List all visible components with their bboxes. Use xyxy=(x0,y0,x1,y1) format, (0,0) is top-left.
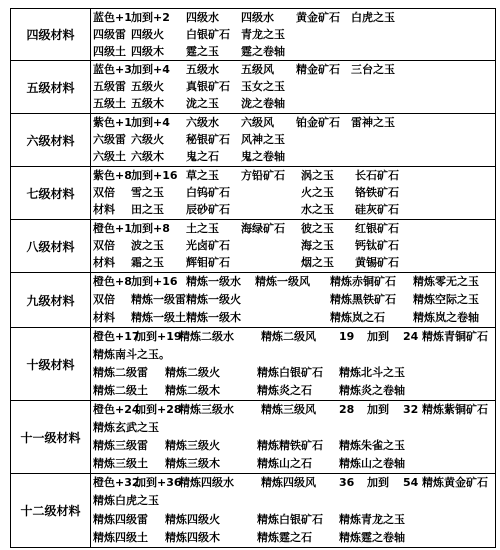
row-label: 七级材料 xyxy=(11,167,91,219)
item-text: 橙色+8 xyxy=(93,275,132,288)
item-text: 鬼之石 xyxy=(186,150,219,164)
item-text: 白虎之玉 xyxy=(351,10,395,24)
item-text: 精炼青铜矿石 xyxy=(422,330,488,343)
item-text: 精炼岚之石 xyxy=(330,311,385,324)
item-text: 光卤矿石 xyxy=(186,239,230,252)
row-items xyxy=(91,328,495,400)
item-text: 精炼岚之卷轴 xyxy=(413,311,479,324)
item-text: 泷之卷轴 xyxy=(241,97,285,111)
item-text: 加到+4 xyxy=(131,115,170,129)
item-text: 六级雷 xyxy=(93,133,126,146)
item-text: 材料 xyxy=(93,256,115,270)
item-text: 加到 xyxy=(367,330,389,343)
item-text: 精炼四级水 xyxy=(179,476,234,490)
item-text: 精炼二级雷 xyxy=(93,366,148,379)
row-items xyxy=(91,220,495,272)
item-text: 霆之卷轴 xyxy=(241,44,285,58)
item-text: 辉钼矿石 xyxy=(186,256,230,270)
item-text: 双倍 xyxy=(93,186,115,199)
item-text: 田之玉 xyxy=(131,203,164,217)
item-text: 精炼黄金矿石 xyxy=(422,476,488,490)
item-text: 精炼山之石 xyxy=(257,457,312,470)
material-row xyxy=(10,220,496,273)
item-text: 精炼二级土 xyxy=(93,384,148,397)
item-text: 精炼紫铜矿石 xyxy=(422,403,488,416)
item-text: 烟之玉 xyxy=(301,256,334,270)
item-text: 精炼四级火 xyxy=(165,512,220,526)
item-text: 精炼四级风 xyxy=(261,476,316,490)
item-text: 硅灰矿石 xyxy=(355,203,399,217)
item-text: 精炼三级风 xyxy=(261,403,316,416)
item-text: 精炼白银矿石 xyxy=(257,512,323,526)
item-text: 精炼炎之卷轴 xyxy=(339,384,405,397)
item-text: 三台之玉 xyxy=(351,62,395,76)
item-text: 彼之玉 xyxy=(301,221,334,235)
item-text: 蓝色+1 xyxy=(93,10,132,24)
material-row xyxy=(10,273,496,328)
item-text: 红银矿石 xyxy=(355,221,399,235)
item-text: 加到+8 xyxy=(131,221,170,235)
row-items xyxy=(91,474,495,547)
item-text: 白银矿石 xyxy=(186,27,230,41)
item-text: 双倍 xyxy=(93,239,115,252)
item-text: 精炼四级木 xyxy=(165,530,220,544)
row-label: 六级材料 xyxy=(11,114,91,166)
material-row xyxy=(10,61,496,114)
item-text: 草之玉 xyxy=(186,168,219,182)
item-text: 海绿矿石 xyxy=(241,221,285,235)
item-text: 黄锡矿石 xyxy=(355,256,399,270)
item-text: 秘银矿石 xyxy=(186,133,230,146)
item-text: 五级风 xyxy=(241,62,274,76)
item-text: 精炼一级火 xyxy=(186,293,241,306)
item-text: 四级水 xyxy=(241,10,274,24)
item-text: 橙色+24 xyxy=(93,403,140,416)
material-row xyxy=(10,167,496,220)
item-text: 五级火 xyxy=(131,80,164,93)
item-text: 28 xyxy=(339,403,355,416)
material-row xyxy=(10,8,496,61)
item-text: 加到+2 xyxy=(131,10,170,24)
item-text: 加到+4 xyxy=(131,62,170,76)
item-text: 紫色+1 xyxy=(93,115,132,129)
item-text: 加到+36 xyxy=(135,476,182,490)
item-text: 材料 xyxy=(93,203,115,217)
item-text: 精炼赤铜矿石 xyxy=(330,275,396,288)
item-text: 精炼山之卷轴 xyxy=(339,457,405,470)
item-text: 精炼一级雷 xyxy=(131,293,186,306)
item-text: 海之玉 xyxy=(301,239,334,252)
item-text: 四级木 xyxy=(131,44,164,58)
item-text: 水之玉 xyxy=(301,203,334,217)
item-text: 波之玉 xyxy=(131,239,164,252)
item-text: 加到+16 xyxy=(131,168,178,182)
item-text: 36 xyxy=(339,476,355,490)
item-text: 霜之玉 xyxy=(131,256,164,270)
item-text: 精炼朱雀之玉 xyxy=(339,439,405,452)
item-text: 涡之玉 xyxy=(301,168,334,182)
item-text: 精炼南斗之玉。 xyxy=(93,348,170,361)
row-label: 九级材料 xyxy=(11,273,91,327)
row-label: 八级材料 xyxy=(11,220,91,272)
item-text: 精炼四级土 xyxy=(93,530,148,544)
item-text: 五级雷 xyxy=(93,80,126,93)
item-text: 加到+28 xyxy=(135,403,182,416)
row-items xyxy=(91,61,495,113)
item-text: 精炼霆之石 xyxy=(257,530,312,544)
row-items xyxy=(91,9,495,60)
item-text: 风神之玉 xyxy=(241,133,285,146)
item-text: 精炼三级木 xyxy=(165,457,220,470)
row-label: 十级材料 xyxy=(11,328,91,400)
row-label: 五级材料 xyxy=(11,61,91,113)
item-text: 泷之玉 xyxy=(186,97,219,111)
item-text: 四级火 xyxy=(131,27,164,41)
item-text: 六级风 xyxy=(241,115,274,129)
item-text: 紫色+8 xyxy=(93,168,132,182)
item-text: 加到+19 xyxy=(135,330,182,343)
item-text: 白钨矿石 xyxy=(186,186,230,199)
item-text: 加到 xyxy=(367,476,389,490)
item-text: 24 xyxy=(403,330,419,343)
item-text: 精炼一级土 xyxy=(131,311,186,324)
item-text: 鬼之卷轴 xyxy=(241,150,285,164)
item-text: 雪之玉 xyxy=(131,186,164,199)
item-text: 五级水 xyxy=(186,62,219,76)
item-text: 精炼一级水 xyxy=(186,275,241,288)
item-text: 铬铁矿石 xyxy=(355,186,399,199)
item-text: 精炼三级水 xyxy=(179,403,234,416)
item-text: 四级水 xyxy=(186,10,219,24)
item-text: 精炼白银矿石 xyxy=(257,366,323,379)
item-text: 精炼霆之卷轴 xyxy=(339,530,405,544)
item-text: 土之玉 xyxy=(186,221,219,235)
item-text: 六级木 xyxy=(131,150,164,164)
item-text: 精炼四级雷 xyxy=(93,512,148,526)
material-row xyxy=(10,328,496,401)
item-text: 32 xyxy=(403,403,419,416)
item-text: 精炼二级水 xyxy=(179,330,234,343)
item-text: 蓝色+3 xyxy=(93,62,132,76)
item-text: 五级土 xyxy=(93,97,126,111)
item-text: 精炼白虎之玉 xyxy=(93,494,159,508)
item-text: 六级火 xyxy=(131,133,164,146)
row-label: 十二级材料 xyxy=(11,474,91,547)
item-text: 五级木 xyxy=(131,97,164,111)
item-text: 精炼零无之玉 xyxy=(413,275,479,288)
item-text: 橙色+32 xyxy=(93,476,140,490)
item-text: 橙色+1 xyxy=(93,221,132,235)
item-text: 精炼青龙之玉 xyxy=(339,512,405,526)
item-text: 精炼玄武之玉 xyxy=(93,421,159,434)
item-text: 精炼一级风 xyxy=(255,275,310,288)
item-text: 钙钛矿石 xyxy=(355,239,399,252)
item-text: 铂金矿石 xyxy=(296,115,340,129)
item-text: 双倍 xyxy=(93,293,115,306)
item-text: 精炼三级雷 xyxy=(93,439,148,452)
material-row xyxy=(10,474,496,548)
item-text: 精金矿石 xyxy=(296,62,340,76)
item-text: 精炼空际之玉 xyxy=(413,293,479,306)
item-text: 青龙之玉 xyxy=(241,27,285,41)
item-text: 精炼二级木 xyxy=(165,384,220,397)
item-text: 玉女之玉 xyxy=(241,80,285,93)
item-text: 雷神之玉 xyxy=(351,115,395,129)
item-text: 方铅矿石 xyxy=(241,168,285,182)
item-text: 精炼黑铁矿石 xyxy=(330,293,396,306)
item-text: 火之玉 xyxy=(301,186,334,199)
item-text: 精炼精铁矿石 xyxy=(257,439,323,452)
item-text: 精炼二级火 xyxy=(165,366,220,379)
row-items xyxy=(91,114,495,166)
item-text: 精炼炎之石 xyxy=(257,384,312,397)
item-text: 霆之玉 xyxy=(186,44,219,58)
item-text: 精炼一级木 xyxy=(186,311,241,324)
item-text: 黄金矿石 xyxy=(296,10,340,24)
item-text: 精炼北斗之玉 xyxy=(339,366,405,379)
row-items xyxy=(91,167,495,219)
item-text: 六级水 xyxy=(186,115,219,129)
item-text: 真银矿石 xyxy=(186,80,230,93)
item-text: 加到 xyxy=(367,403,389,416)
row-items xyxy=(91,273,495,327)
item-text: 长石矿石 xyxy=(355,168,399,182)
material-row xyxy=(10,401,496,474)
item-text: 四级土 xyxy=(93,44,126,58)
material-row xyxy=(10,114,496,167)
item-text: 精炼三级土 xyxy=(93,457,148,470)
item-text: 六级土 xyxy=(93,150,126,164)
row-label: 四级材料 xyxy=(11,9,91,60)
item-text: 54 xyxy=(403,476,419,490)
item-text: 四级雷 xyxy=(93,27,126,41)
item-text: 加到+16 xyxy=(131,275,178,288)
item-text: 橙色+17 xyxy=(93,330,140,343)
item-text: 辰砂矿石 xyxy=(186,203,230,217)
row-items xyxy=(91,401,495,473)
item-text: 精炼二级风 xyxy=(261,330,316,343)
item-text: 19 xyxy=(339,330,355,343)
row-label: 十一级材料 xyxy=(11,401,91,473)
item-text: 材料 xyxy=(93,311,115,324)
item-text: 精炼三级火 xyxy=(165,439,220,452)
